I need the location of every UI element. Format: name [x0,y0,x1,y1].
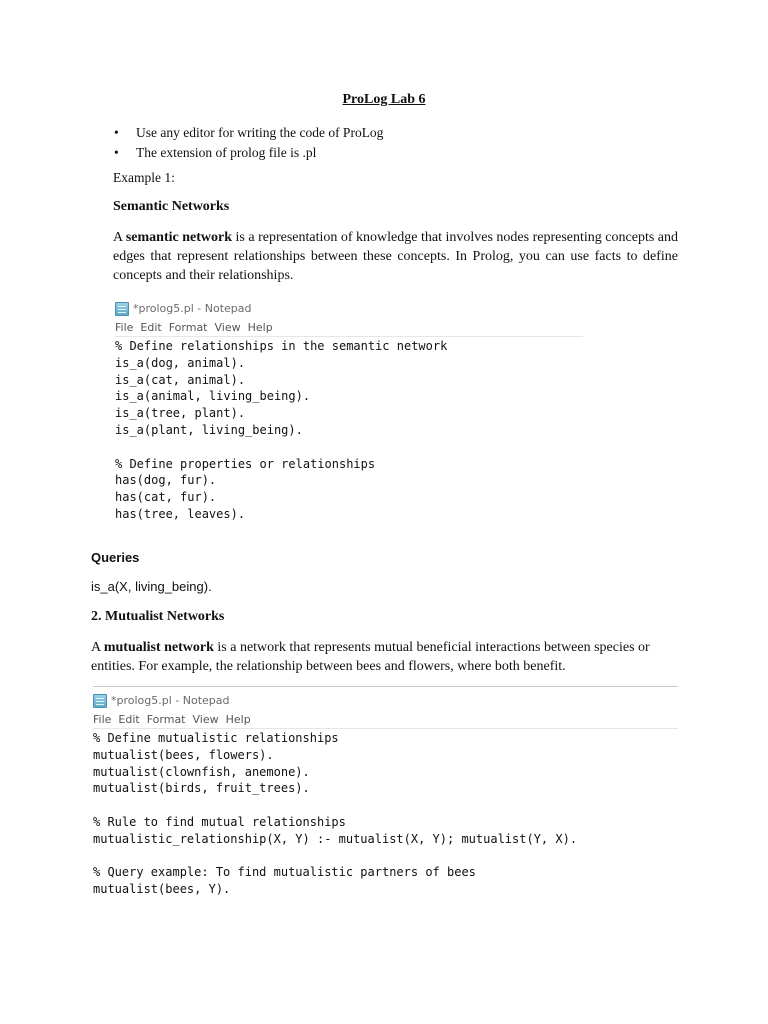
notepad-title: *prolog5.pl - Notepad [111,694,230,707]
para-term: mutualist network [103,640,214,655]
para-term: semantic network [125,230,233,245]
para-body: is a representation of knowledge that involves nodes representing concepts and edges that represent relationships between these concepts. In Prolog, you can use facts to define concepts and their relationships. [113,230,679,283]
section-heading-mutualist: 2. Mutualist Networks [91,609,225,624]
menu-format[interactable]: Format [146,713,186,726]
example-label: Example 1: [113,170,175,185]
code-block: % Define relationships in the semantic network is_a(dog, animal). is_a(cat, animal). is_a(animal, living_being). is_a(tree, plant). is_a(plant, living_being). % Define properties or relationships has(dog, fur). has(cat, fur). has(tree, leaves). [115,339,448,521]
para-body: is a network that represents mutual beneficial interactions between species or entities. For example, the relationship between bees and flowers, where both benefit. [91,640,650,674]
code-block: % Define mutualistic relationships mutualist(bees, flowers). mutualist(clownfish, anemone). mutualist(birds, fruit_trees). % Rule to find mutual relationships mutualistic_relationship(X, Y) :- mutualist(X, Y); mutualist(Y, X). % Query example: To find mutualistic partners of bees mutualist(bees, Y). [93,731,578,897]
notepad-title: *prolog5.pl - Notepad [133,302,252,315]
queries-text: is_a(X, living_being). [91,579,212,594]
notepad-menubar [115,320,583,336]
para-lead: A [113,230,126,245]
notepad-screenshot-1 [115,298,583,523]
notepad-titlebar [93,690,678,712]
menu-file[interactable]: File [93,713,112,726]
section-heading-semantic: Semantic Networks [113,199,230,214]
menu-help[interactable]: Help [247,321,273,334]
notepad-icon [93,694,107,708]
screenshot-border [93,686,678,687]
bullet-icon: • [114,125,119,140]
page-title: ProLog Lab 6 [342,92,426,107]
menu-file[interactable]: File [115,321,134,334]
menu-view[interactable]: View [214,321,241,334]
menu-help[interactable]: Help [225,713,251,726]
notepad-menubar [93,712,678,728]
queries-heading: Queries [91,550,140,565]
bullet-icon: • [114,145,119,160]
bullet-text: Use any editor for writing the code of ProLog [136,125,384,140]
bullet-list [112,123,383,163]
semantic-paragraph [113,228,678,285]
bullet-item [112,123,383,143]
mutualist-paragraph [91,638,681,676]
para-lead: A [91,640,104,655]
menu-view[interactable]: View [192,713,219,726]
notepad-screenshot-2 [93,690,678,898]
bullet-item [112,143,383,163]
bullet-text: The extension of prolog file is .pl [136,145,317,160]
menu-format[interactable]: Format [168,321,208,334]
menu-edit[interactable]: Edit [118,713,140,726]
notepad-titlebar [115,298,583,320]
menu-edit[interactable]: Edit [140,321,162,334]
notepad-icon [115,302,129,316]
